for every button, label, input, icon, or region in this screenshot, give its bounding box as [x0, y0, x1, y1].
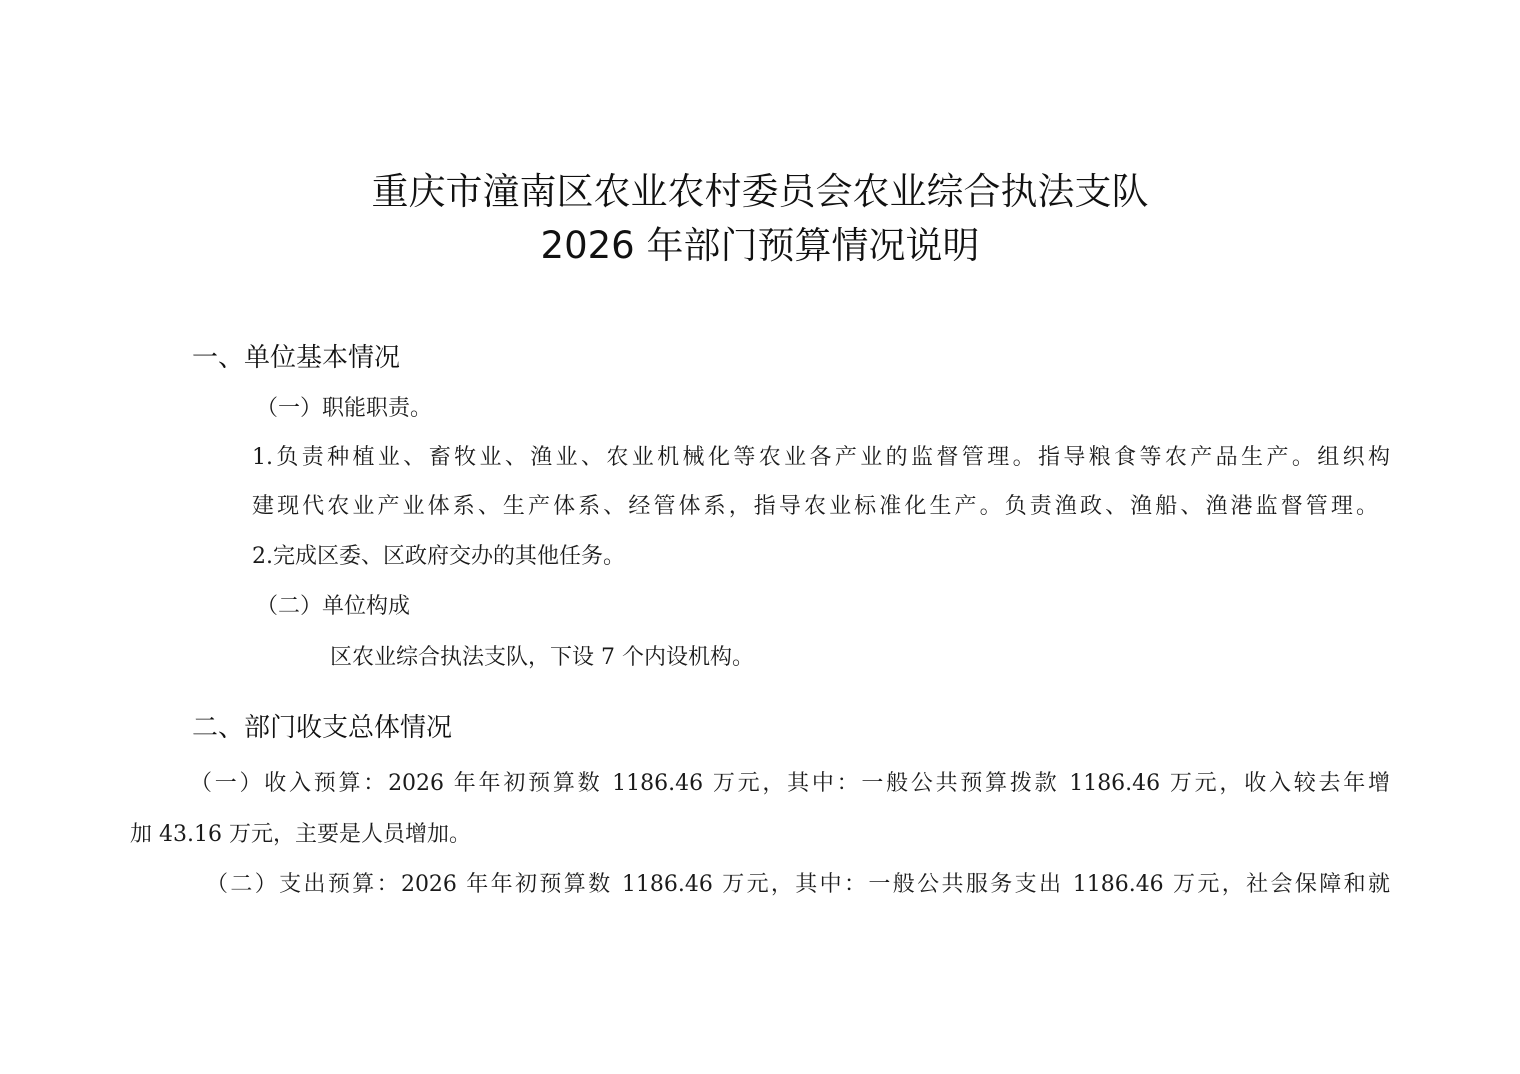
subheading-duties: （一）职能职责。 — [256, 396, 433, 421]
income-budget-line-2: 加 43.16 万元，主要是人员增加。 — [130, 822, 471, 847]
title-line-1: 重庆市潼南区农业农村委员会农业综合执法支队 — [371, 170, 1149, 213]
duty-2: 2.完成区委、区政府交办的其他任务。 — [252, 544, 625, 569]
expense-budget-line-1: （二）支出预算：2026 年年初预算数 1186.46 万元，其中：一般公共服务支出 1186.46 万元，社会保障和就 — [206, 872, 1390, 897]
subheading-composition: （二）单位构成 — [256, 594, 411, 619]
duty-1-line-1: 1.负责种植业、畜牧业、渔业、农业机械化等农业各产业的监督管理。指导粮食等农产品生产。组织构 — [252, 445, 1390, 470]
composition-text: 区农业综合执法支队，下设 7 个内设机构。 — [330, 645, 754, 670]
income-budget-line-1: （一）收入预算：2026 年年初预算数 1186.46 万元，其中：一般公共预算拨款 1186.46 万元，收入较去年增 — [190, 771, 1390, 796]
duty-1-line-2: 建现代农业产业体系、生产体系、经管体系，指导农业标准化生产。负责渔政、渔船、渔港监督管理。 — [252, 494, 1378, 519]
section-heading-basic-info: 一、单位基本情况 — [192, 343, 401, 373]
document-title — [0, 165, 1520, 273]
section-heading-budget-overview: 二、部门收支总体情况 — [192, 713, 453, 743]
title-line-2: 2026 年部门预算情况说明 — [540, 224, 980, 267]
